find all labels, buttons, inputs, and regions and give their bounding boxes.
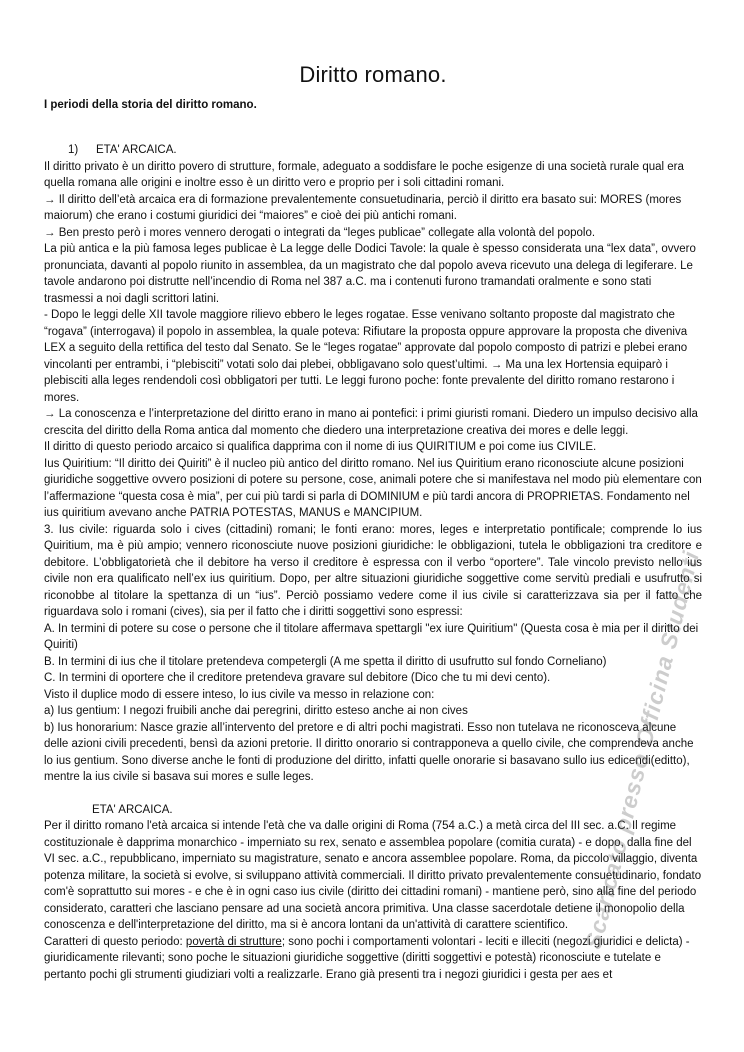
text-run: Caratteri di questo periodo: [44, 935, 186, 948]
section-1-heading [44, 142, 702, 159]
paragraph: → La conoscenza e l’interpretazione del diritto erano in mano ai pontefici: i primi giuristi romani. Diedero un impulso decisivo alla crescita del diritto della Roma antica dal momento che diedero una interpretazione creativa dei mores e delle leggi. [44, 408, 698, 437]
paragraph: → Il diritto dell’età arcaica era di formazione prevalentemente consuetudinaria, perciò il diritto era basato sui: MORES (mores maiorum) che erano i costumi giuridici dei “maiores” e cioè dei più antichi romani. [44, 193, 682, 222]
watermark-text: Scaricato presso Officina Studenti [579, 548, 705, 952]
paragraph: Il diritto privato è un diritto povero di strutture, formale, adeguato a soddisfare le poche esigenze di una società rurale qual era quella romana alle origini e inoltre esso è un diritto vero e proprio per i soli cittadini romani. [44, 160, 684, 189]
paragraph-closing [44, 934, 702, 984]
paragraph: → Ben presto però i mores vennero derogati o integrati da “leges publicae” collegate alla volontà del popolo. [44, 226, 596, 239]
paragraph: b) Ius honorarium: Nasce grazie all’intervento del pretore e di altri pochi magistrati. Esso non tutelava ne riconosceva alcune delle azioni civili precedenti, bensì da azioni pretorie. Il diritto onorario si contrapponeva a quello civile, che comprendeva anche lo ius gentium. Sono diverse anche le fonti di produzione del diritto, infatti quelle onorarie si basavano sullo ius edicendi(editto), mentre la ius civile si basava sui mores e sulle leges. [44, 721, 694, 783]
text-run: ; sono pochi i comportamenti volontari - leciti e illeciti (negozi giuridici e delicta) - giuridicamente rilevanti; sono poche le situazioni giuridiche soggettive (diritti soggettivi e potestà) riconosciute e tutelate e pertanto pochi gli strumenti giudiziari volti a realizzarle. Erano già presenti tra i negozi giuridici i gesta per aes et [44, 935, 690, 981]
page-title: Diritto romano. [299, 62, 447, 87]
document-content [44, 0, 702, 983]
paragraph: B. In termini di ius che il titolare pretendeva competergli (A me spetta il diritto di usufrutto sul fondo Corneliano) [44, 655, 607, 668]
paragraph: C. In termini di oportere che il creditore pretendeva gravare sul debitore (Dico che tu mi devi cento). [44, 672, 551, 684]
document-subtitle: I periodi della storia del diritto romano. [44, 99, 257, 111]
paragraph: Per il diritto romano l'età arcaica si intende l'età che va dalle origini di Roma (754 a.C.) a metà circa del III sec. a.C. Il regime costituzionale è dapprima monarchico - imperniato su rex, senato e assemblea popolare (comitia curata) - e dopo, dalla fine del VI sec. a.C., repubblicano, imperniato su magistrature, senato e ancora assemblee popolare. Roma, da piccolo villaggio, diventa potenza militare, la società si evolve, si sviluppano attività commerciali. Il diritto privato prevalentemente consuetudinario, fondato com'è soprattutto sui mores - e che è in ogni caso ius civile (diritto dei cittadini romani) - mantiene però, sino alla fine del periodo considerato, caratteri che lasciano pensare ad una società ancora primitiva. Una classe sacerdotale detiene il monopolio della conoscenza e dell'interpretazione del diritto, ma si è ancora lontani da un'attività di carattere scientifico. [44, 820, 702, 931]
underlined-phrase: povertà di strutture [185, 935, 282, 948]
paragraph: A. In termini di potere su cose o persone che il titolare affermava spettargli "ex iure Quiritium" (Questa cosa è mia per il diritto dei Quiriti) [44, 622, 699, 651]
paragraph: Ius Quiritium: “Il diritto dei Quiriti” è il nucleo più antico del diritto romano. Nel ius Quiritium erano riconosciute alcune posizioni giuridiche soggettive ovvero posizioni di potere su persone, cose, animali potere che si manifestava nel modo più elementare con l’affermazione “questa cosa è mia”, per cui più tardi si parla di DOMINIUM e più tardi ancora di PROPRIETAS. Fondamento nel ius quiritium avevano anche PATRIA POTESTAS, MANUS e MANCIPIUM. [44, 457, 702, 519]
section-1-heading-label: ETA' ARCAICA. [96, 144, 177, 156]
paragraph: a) Ius gentium: I negozi fruibili anche dai peregrini, diritto esteso anche ai non cives [44, 705, 468, 717]
paragraph: Visto il duplice modo di essere inteso, lo ius civile va messo in relazione con: [44, 688, 435, 701]
paragraph: Il diritto di questo periodo arcaico si qualifica dapprima con il nome di ius QUIRITIUM e poi come ius CIVILE. [44, 441, 597, 453]
paragraph: 3. Ius civile: riguarda solo i cives (cittadini) romani; le fonti erano: mores, leges e interpretatio pontificale; comprende lo ius Quiritium, ma è più ampio; vennero riconosciute nuove posizioni giuridiche: le obbligazioni, tutela le obbligazioni tra creditore e debitore. L’obbligatorietà che il debitore ha verso il creditore è espressa con il verbo “oportere”. Tale vincolo previsto nello ius civile non era qualificato nell’ex ius quiritium. Dopo, per altre situazioni giuridiche soggettive come servitù prediali e usufrutto si riconobbe al titolare la spettanza di un “ius”. Perciò possiamo vedere come il ius civile si caratterizzava sia per il fatto che riguardava solo i romani (cives), sia per il fatto che i diritti soggettivi sono espressi: [44, 523, 702, 618]
section-1-heading-number: 1) [68, 144, 79, 156]
paragraph: - Dopo le leggi delle XII tavole maggiore rilievo ebbero le leges rogatae. Esse venivano soltanto proposte dal magistrato che “rogava” (interrogava) il popolo in assemblea, la quale poteva: Rifiutare la proposta oppure approvare la proposta che diveniva LEX a seguito della rettifica del testo dal Senato. Se le “leges rogatae” approvate dal popolo composto di patrizi e plebei erano vincolanti per entrambi, i “plebisciti” votati solo dai plebei, obbligavano solo quest’ultimi. → Ma una lex Hortensia equiparò i plebisciti alla leges rendendoli così obbligatori per tutti. Le leggi furono poche: fonte prevalente del diritto romano restarono i mores. [44, 309, 688, 404]
section-2-heading: ETA' ARCAICA. [92, 803, 173, 816]
paragraph: La più antica e la più famosa leges publicae è La legge delle Dodici Tavole: la quale è spesso considerata una “lex data”, ovvero pronunciata, davanti al popolo riunito in assemblea, da un magistrato che dal popolo aveva ricevuto una delega di legiferare. Le tavole andarono poi distrutte nell’incendio di Roma nel 387 a.C. ma i contenuti furono tramandati oralmente e sono stati trasmessi a noi dagli scrittori latini. [44, 243, 696, 305]
